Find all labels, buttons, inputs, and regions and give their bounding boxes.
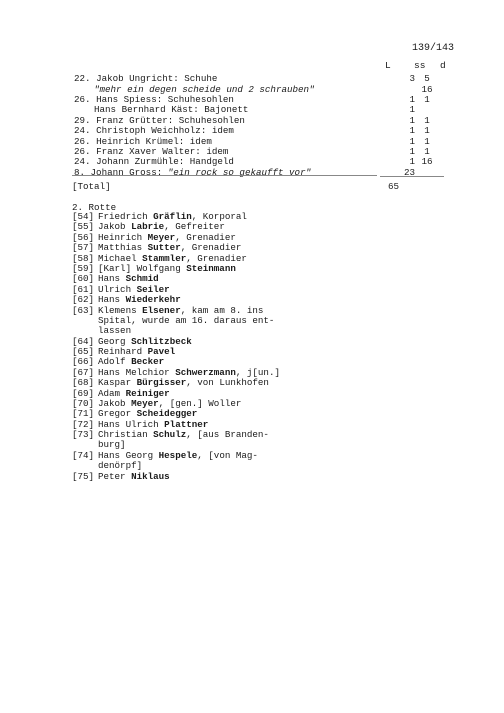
roster-last-name: Schlitzbeck [131, 335, 192, 347]
roster-number: [69] [72, 387, 95, 399]
roster-note: , Gefreiter [164, 221, 225, 233]
roster-number: [63] [72, 304, 95, 316]
roster-number: [62] [72, 294, 95, 306]
roster-last-name: Meyer [131, 398, 159, 409]
roster-note: , j[un.] [235, 366, 280, 378]
ledger-value-l: 1 [409, 146, 415, 157]
roster-note-continuation: denörpf] [98, 460, 143, 472]
roster-note: , kam am 8. ins [180, 304, 264, 316]
roster-first-name: Heinrich [98, 231, 148, 243]
roster-first-name: Adam [98, 387, 126, 399]
total-value: 65 [388, 181, 400, 192]
ledger-row [74, 73, 454, 84]
roster-number: [61] [72, 283, 95, 295]
roster-first-name: Hans [98, 273, 126, 285]
roster-first-name: Kaspar [98, 377, 137, 389]
ledger-entry-description: "mehr ein degen scheide und 2 schrauben" [94, 84, 315, 95]
roster-note: , [von Mag- [197, 449, 258, 461]
roster-first-name: Klemens [98, 304, 143, 316]
column-header-l: L [385, 60, 391, 71]
roster-number: [60] [72, 273, 95, 285]
roster-number: [72] [72, 418, 95, 430]
roster-number: [56] [72, 231, 95, 243]
column-headers [0, 60, 504, 72]
roster-item [72, 306, 274, 337]
ledger-entry-text [74, 167, 311, 178]
ledger-entry-date: 29. [74, 115, 97, 126]
roster-first-name: Gregor [98, 408, 137, 420]
ledger-entry-description: Heinrich Krümel: idem [96, 136, 212, 147]
ledger-row [74, 104, 454, 115]
roster-first-name: Adolf [98, 356, 132, 368]
roster-first-name: Ulrich [98, 283, 137, 295]
ledger-value-ss: 1 [424, 94, 430, 105]
roster-last-name: Hespele [158, 449, 198, 461]
ledger-entry-text [74, 73, 217, 84]
roster-first-name: Jakob [98, 398, 132, 409]
ledger-row [74, 156, 454, 167]
roster-first-name: Reinhard [98, 346, 148, 357]
roster-last-name: Meyer [147, 231, 176, 243]
roster-number: [75] [72, 470, 95, 482]
roster-last-name: Stammler [142, 252, 187, 264]
ledger-value-ss: 1 [424, 125, 430, 136]
roster-last-name: Elsener [142, 304, 181, 316]
roster-last-name: Schulz [153, 429, 187, 441]
roster-note: , Grenadier [186, 252, 247, 264]
roster-first-name: Michael [98, 252, 143, 264]
ledger-value-ss: 1 [424, 146, 430, 157]
roster-number: [73] [72, 429, 95, 441]
roster-last-name: Schwerzmann [175, 366, 236, 378]
ledger-value-l: 1 [409, 125, 415, 136]
roster-first-name: Hans [98, 294, 126, 306]
roster-number: [55] [72, 221, 95, 233]
roster-number: [66] [72, 356, 95, 368]
roster-number: [74] [72, 449, 95, 461]
roster-number: [70] [72, 398, 95, 409]
ledger-value-ss: 16 [421, 84, 433, 95]
ledger-entry-description: Christoph Weichholz: idem [96, 125, 234, 136]
ledger-rule-left [72, 175, 377, 176]
ledger-entry-date: 24. [74, 125, 97, 136]
ledger-value-l: 1 [409, 104, 415, 115]
ledger-value-l: 23 [403, 167, 415, 178]
ledger-entry-text [94, 104, 248, 115]
roster-number: [58] [72, 252, 95, 264]
ledger-entry-description: Johann Gross: [90, 167, 168, 178]
roster-note: , [aus Branden- [186, 429, 269, 441]
roster-last-name: Niklaus [131, 470, 170, 482]
roster-last-name: Sutter [147, 242, 181, 254]
roster-number: [68] [72, 377, 95, 389]
roster-last-name: Steinmann [186, 263, 236, 274]
roster-note-continuation: burg] [98, 439, 126, 451]
roster-last-name: Labrie [131, 221, 165, 233]
ledger-entry-description: Hans Bernhard Käst: Bajonett [94, 104, 249, 115]
roster-first-name: [Karl] Wolfgang [98, 263, 187, 274]
ledger-entry-description: Franz Xaver Walter: idem [96, 146, 229, 157]
roster-number: [67] [72, 366, 95, 378]
roster-last-name: Bürgisser [136, 377, 187, 389]
ledger-row [74, 125, 454, 136]
roster-last-name: Plattner [164, 418, 209, 430]
ledger-value-ss: 1 [424, 115, 430, 126]
ledger-value-l: 3 [409, 73, 415, 84]
ledger-entry-description: Franz Grütter: Schuhesohlen [96, 115, 245, 126]
ledger-entry-description: Hans Spiess: Schuhesohlen [96, 94, 234, 105]
roster-first-name: Hans Melchior [98, 366, 176, 378]
total-label: [Total] [72, 181, 111, 192]
ledger-value-ss: 16 [421, 156, 433, 167]
ledger-entry-text [74, 156, 234, 167]
roster-number: [54] [72, 211, 95, 222]
roster-note: , Grenadier [175, 231, 236, 243]
ledger-entry-date: 26. [74, 136, 97, 147]
roster-first-name: Hans Ulrich [98, 418, 165, 430]
roster-first-name: Georg [98, 335, 132, 347]
roster-note: , [gen.] Woller [158, 398, 242, 409]
page-number: 139/143 [412, 43, 455, 54]
roster-last-name: Wiederkehr [125, 294, 181, 306]
ledger-entry-description: Jakob Ungricht: Schuhe [96, 73, 218, 84]
roster-last-name: Seiler [136, 283, 170, 295]
roster-last-name: Reiniger [125, 387, 170, 399]
roster-number: [59] [72, 263, 95, 274]
roster-first-name: Friedrich [98, 211, 154, 222]
ledger-rule-sum [380, 176, 444, 177]
ledger-value-l: 1 [409, 156, 415, 167]
roster-note-continuation: lassen [98, 325, 132, 337]
roster-first-name: Peter [98, 470, 132, 482]
ledger-entry-date: 8. [74, 167, 91, 178]
roster-first-name: Jakob [98, 221, 132, 233]
ledger-value-l: 1 [409, 115, 415, 126]
roster-item [72, 472, 170, 482]
roster-note: , Korporal [191, 211, 247, 222]
roster-number: [71] [72, 408, 95, 420]
ledger-value-ss: 1 [424, 136, 430, 147]
column-header-d: d [440, 60, 446, 71]
roster-number: [65] [72, 346, 95, 357]
roster-last-name: Gräflin [153, 211, 192, 222]
ledger-value-l: 1 [409, 136, 415, 147]
column-header-ss: ss [414, 60, 426, 71]
ledger-value-ss: 5 [424, 73, 430, 84]
total-row [72, 181, 452, 192]
roster-item [72, 430, 269, 451]
roster-number: [64] [72, 335, 95, 347]
roster-first-name: Hans Georg [98, 449, 159, 461]
roster-last-name: Becker [131, 356, 165, 368]
ledger-entry-quote: "ein rock so gekaufft vor" [167, 167, 312, 178]
ledger-entry-description: Johann Zurmühle: Handgeld [96, 156, 234, 167]
roster-number: [57] [72, 242, 95, 254]
roster-first-name: Christian [98, 429, 154, 441]
ledger-value-l: 1 [409, 94, 415, 105]
roster-last-name: Schmid [125, 273, 159, 285]
ledger-entry-date: 26. [74, 146, 97, 157]
roster-note: , Grenadier [180, 242, 242, 254]
ledger-entry-date: 24. [74, 156, 97, 167]
roster-item [72, 451, 258, 472]
ledger-entry-date: 22. [74, 73, 97, 84]
section-title: 2. Rotte [72, 202, 117, 213]
roster-note: , von Lunkhofen [186, 377, 269, 389]
ledger-entry-date: 26. [74, 94, 97, 105]
roster-first-name: Matthias [98, 242, 148, 254]
roster-last-name: Pavel [147, 346, 176, 357]
ledger-entry-text [74, 125, 234, 136]
roster-last-name: Scheidegger [136, 408, 198, 420]
roster-note-continuation: Spital, wurde am 16. daraus ent- [98, 314, 275, 326]
